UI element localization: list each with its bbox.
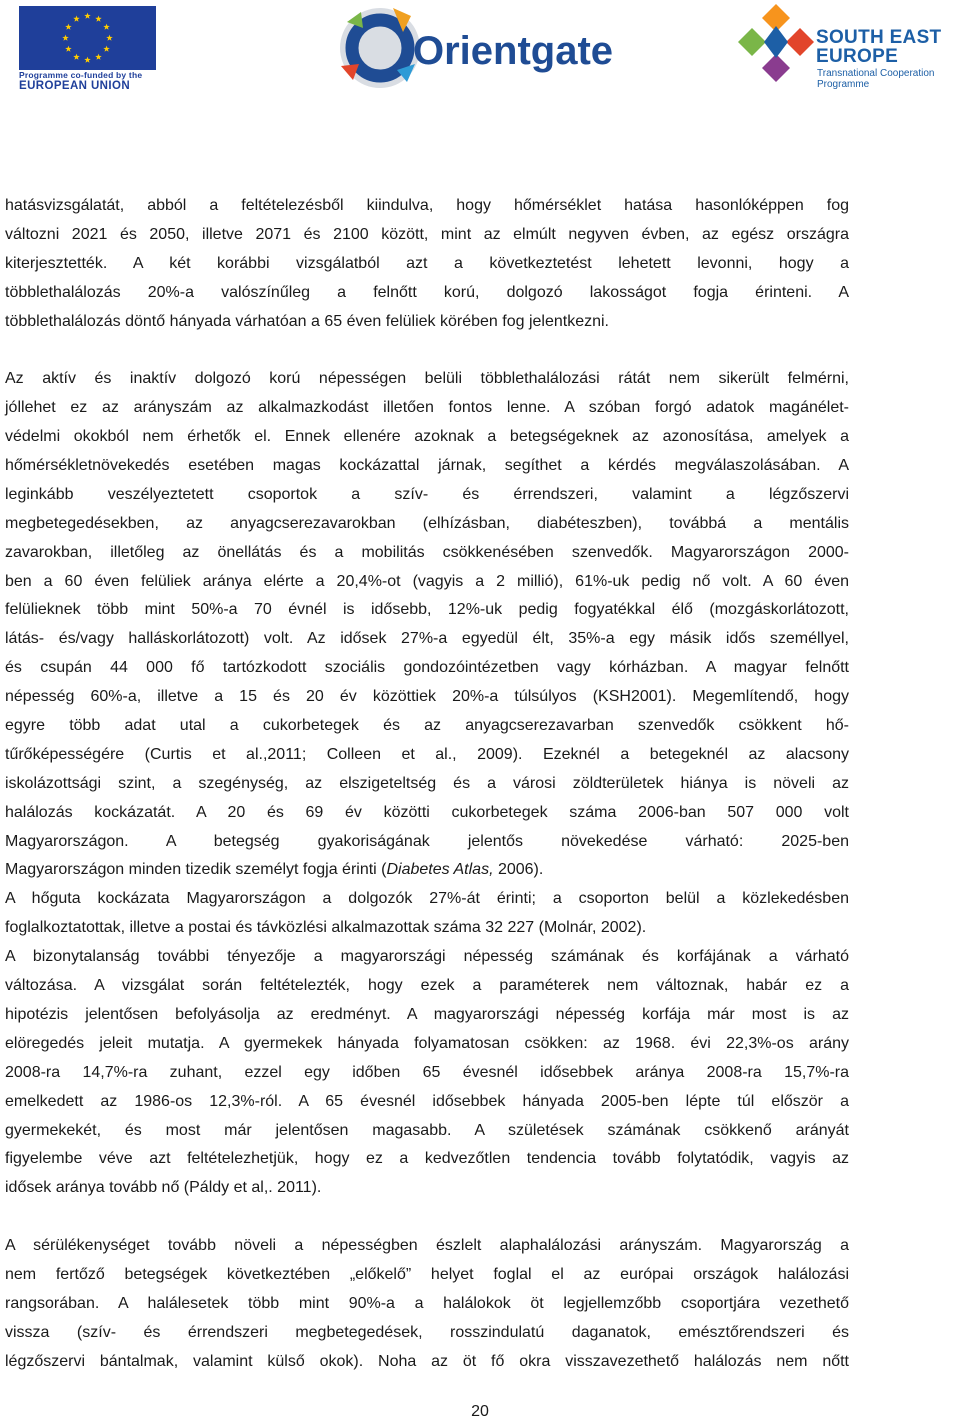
text-line: nem fertőző betegségek következtében „előkelő” helyet foglal el az európai országok halálozási xyxy=(5,1265,849,1283)
eu-caption-line1: Programme co-funded by the xyxy=(19,70,143,80)
paragraph-3 xyxy=(5,885,849,943)
orientgate-logo xyxy=(333,2,614,96)
text-line: látás- és/vagy halláskorlátozott) volt. Az idősek 27%-a egyedül élt, 35%-a egy másik idős személlyel, xyxy=(5,630,849,648)
text-line: figyelembe véve azt feltételezhetjük, hogy ez a kedvezőtlen tendencia tovább folytatódik, vagyis az xyxy=(5,1150,849,1168)
text-line: 2008-ra 14,7%-ra zuhant, ezzel egy időben 65 évesnél idősebbek aránya 2008-ra 15,7%-ra xyxy=(5,1063,849,1081)
text-line: A hőguta kockázata Magyarországon a dolgozók 27%-át érinti; a csoporton belül a közlekedésben xyxy=(5,890,849,908)
text-line: többlethalálozás döntő hányada várhatóan a 65 éven felüliek körében fog jelentkezni. xyxy=(5,312,609,330)
see-programme-logo xyxy=(738,2,958,92)
see-subtitle: Transnational Cooperation Programme xyxy=(817,68,935,90)
paragraph-1 xyxy=(5,192,849,336)
text-line: tűrőképességére (Curtis et al.,2011; Colleen et al., 2009). Ezeknél a betegeknél az alacsony xyxy=(5,745,849,763)
eu-logo xyxy=(19,6,156,92)
text-line: vissza (szív- és érrendszeri megbetegedések, rosszindulatú daganatok, emésztőrendszeri és xyxy=(5,1323,849,1341)
paragraph-gap xyxy=(5,1203,849,1232)
text-line: ben a 60 éven felüliek aránya elérte a 20,4%-ot (vagyis a 2 millió), 61%-uk pedig nő volt. A 60 éven xyxy=(5,572,849,590)
text-line xyxy=(5,856,849,885)
text-line: hőmérsékletnövekedés esetében magas kockázattal járnak, segíthet a kérdés megválaszolásában. A xyxy=(5,457,849,475)
text-line: hatásvizsgálatát, abból a feltételezésből kiindulva, hogy hőmérséklet hatása hasonlóképpen fog xyxy=(5,197,849,214)
text-run: 2006). xyxy=(493,861,544,879)
text-line: népesség 60%-a, illetve a 15 és 20 év közöttiek 20%-a túlsúlyos (KSH2001). Megemlítendő, hogy xyxy=(5,688,849,706)
paragraph-2 xyxy=(5,365,849,856)
text-line: iskolázottsági szint, a szegénység, az elszigeteltség és a városi zöldterületek hiánya is növeli az xyxy=(5,774,849,792)
citation-italic: Diabetes Atlas, xyxy=(386,861,494,879)
see-title-line2: EUROPE xyxy=(816,46,899,67)
text-line: leginkább veszélyeztetett csoportok a szív- és érrendszeri, valamint a légzőszervi xyxy=(5,485,849,503)
orientgate-logo-text: Orientgate xyxy=(413,29,614,73)
document-body xyxy=(5,192,849,1377)
text-line: elöregedés jeleit mutatja. A gyermekek hányada folyamatosan csökken: az 1968. évi 22,3%-os arány xyxy=(5,1034,849,1052)
paragraph-gap xyxy=(5,336,849,365)
text-line: hipotézis jelentősen befolyásolja az eredményt. A magyarországi népesség korfája már most is az xyxy=(5,1005,849,1023)
text-line: Az aktív és inaktív dolgozó korú népességen belüli többlethalálozási rátát nem sikerült felmérni, xyxy=(5,370,849,388)
text-line: felülieknek több mint 50%-a 70 évnél is idősebb, 12%-uk pedig fogyatékkal élő (mozgáskorlátozott, xyxy=(5,601,849,619)
text-line: A sérülékenységet tovább növeli a népességben észlelt alaphalálozási arányszám. Magyarország a xyxy=(5,1237,849,1255)
see-title xyxy=(816,28,941,66)
see-flower-icon xyxy=(738,4,814,82)
text-line: Magyarországon. A betegség gyakoriságának jelentős növekedése várható: 2025-ben xyxy=(5,832,849,850)
eu-caption xyxy=(19,70,156,92)
text-line: idősek aránya tovább nő (Páldy et al,. 2011). xyxy=(5,1179,322,1197)
eu-caption-line2: EUROPEAN UNION xyxy=(19,80,131,92)
text-line: A bizonytalanság további tényezője a magyarországi népesség számának és korfájának a várható xyxy=(5,948,849,966)
text-line: kiterjesztették. A két korábbi vizsgálatból azt a következtetést lehetett levonni, hogy a xyxy=(5,254,849,272)
paragraph-4 xyxy=(5,943,849,1203)
text-line: és csupán 44 000 fő tartózkodott szociális gondozóintézetben vagy kórházban. A magyar felnőtt xyxy=(5,659,849,677)
page-header xyxy=(0,0,960,100)
text-line: rangsorában. A halálesetek több mint 90%-a a halálokok öt legjellemzőbb csoportjára vezethető xyxy=(5,1294,849,1312)
text-run: Magyarországon minden tizedik személyt fogja érinti ( xyxy=(5,861,387,879)
text-line: zavarokban, illetőleg az önellátás és a mobilitás csökkenésében szenvedők. Magyarországon 2000- xyxy=(5,543,849,561)
page-number: 20 xyxy=(471,1403,489,1420)
text-line: halálozás kockázatát. A 20 és 69 év közötti cukorbetegek száma 2006-ban 507 000 volt xyxy=(5,803,849,821)
text-line: védelmi okokból nem érhetők el. Ennek ellenére azoknak a betegségeknek az azonosítása, amelyek a xyxy=(5,428,849,446)
text-line: változása. A vizsgálat során feltételezték, hogy ezek a paraméterek nem változnak, habár ez a xyxy=(5,977,849,995)
text-line: változni 2021 és 2050, illetve 2071 és 2100 között, mint az elmúlt negyven évben, az egész országra xyxy=(5,225,849,243)
text-line: többlethalálozás 20%-a valószínűleg a felnőtt korú, dolgozó lakosságot fogja érinteni. A xyxy=(5,283,849,301)
see-title-line1: SOUTH EAST xyxy=(816,27,942,48)
orientgate-logo-graphic xyxy=(333,2,614,96)
eu-stars-icon xyxy=(19,6,156,70)
text-line: foglalkoztatottak, illetve a postai és távközlési alkalmazottak száma 32 227 (Molnár, 2002). xyxy=(5,919,647,937)
text-line: emelkedett az 1986-os 12,3%-ról. A 65 évesnél idősebbek hányada 2005-ben lépte túl először a xyxy=(5,1092,849,1110)
text-line: gyermekekét, és most már jelentősen magasabb. A születések számának csökkenő arányát xyxy=(5,1121,849,1139)
text-line: megbetegedésekben, az anyagcserezavarokban (elhízásban, diabéteszben), továbbá a mentális xyxy=(5,514,849,532)
text-line: egyre több adat utal a cukorbetegek és az anyagcserezavarban szenvedők csökkent hő- xyxy=(5,717,849,735)
paragraph-5 xyxy=(5,1232,849,1376)
text-line: légzőszervi bántalmak, valamint külső okok). Noha az öt fő okra visszavezethető halálozás nem nőtt xyxy=(5,1352,849,1370)
eu-flag xyxy=(19,6,156,70)
text-line: jóllehet ez az arányszám az alkalmazkodást illetően fontos lenne. A szóban forgó adatok magánélet- xyxy=(5,399,849,417)
